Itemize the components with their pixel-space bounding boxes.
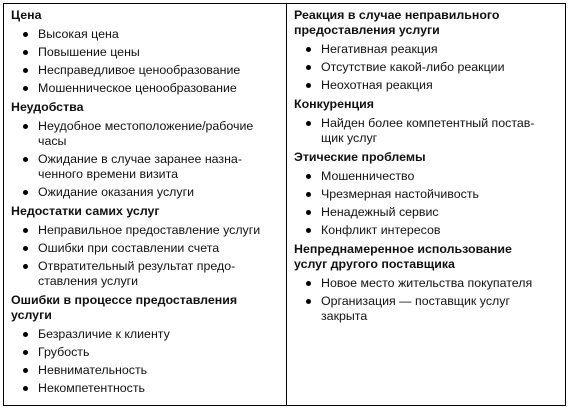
- item-list: [11, 223, 286, 289]
- list-item: [294, 294, 565, 324]
- list-item-text: Новое место жительства покупателя: [321, 276, 533, 290]
- list-item-text: Мошенническое ценообразование: [38, 81, 237, 95]
- section-unintended-switch: [294, 242, 565, 324]
- list-item: [294, 42, 565, 57]
- bullet-icon: [306, 281, 311, 286]
- bullet-icon: [306, 228, 311, 233]
- bullet-icon: [23, 264, 28, 269]
- list-item-text: Найден более компетентный постав- щик услуг: [321, 116, 535, 145]
- list-item: [11, 45, 286, 60]
- item-list: [11, 119, 286, 200]
- list-item-text: Несправедливое ценообразование: [38, 63, 241, 77]
- list-item: [11, 345, 286, 360]
- section-title: Реакция в случае неправильного предоставления услуги: [294, 8, 500, 37]
- list-item: [11, 27, 286, 42]
- section-inconvenience: [11, 100, 286, 200]
- bullet-icon: [306, 210, 311, 215]
- list-item: [11, 223, 286, 238]
- section-title: Недостатки самих услуг: [11, 204, 160, 218]
- bullet-icon: [306, 174, 311, 179]
- bullet-icon: [23, 86, 28, 91]
- list-item-text: Отвратительный результат предо- ставления услуги: [38, 259, 236, 288]
- list-item-text: Организация — поставщик услуг закрыта: [321, 294, 510, 323]
- item-list: [294, 116, 565, 146]
- list-item-text: Ошибки при составлении счета: [38, 241, 220, 255]
- bullet-icon: [23, 246, 28, 251]
- bullet-icon: [23, 50, 28, 55]
- list-item-text: Грубость: [38, 345, 90, 359]
- right-column: [287, 4, 565, 405]
- list-item: [11, 363, 286, 378]
- bullet-icon: [306, 47, 311, 52]
- list-item: [294, 78, 565, 93]
- list-item: [11, 152, 286, 182]
- section-title: Неудобства: [11, 100, 84, 114]
- item-list: [11, 327, 286, 396]
- list-item: [294, 205, 565, 220]
- list-item-text: Ожидание в случае заранее назна- ченного времени визита: [38, 152, 242, 181]
- list-item-text: Чрезмерная настойчивость: [321, 187, 479, 201]
- section-title: Непреднамеренное использование услуг другого поставщика: [294, 242, 512, 271]
- list-item-text: Отсутствие какой-либо реакции: [321, 60, 505, 74]
- list-item: [294, 276, 565, 291]
- section-reaction: [294, 8, 565, 93]
- bullet-icon: [23, 386, 28, 391]
- bullet-icon: [23, 190, 28, 195]
- list-item: [294, 169, 565, 184]
- section-title: Этические проблемы: [294, 150, 426, 164]
- list-item: [11, 381, 286, 396]
- bullet-icon: [23, 68, 28, 73]
- list-item-text: Конфликт интересов: [321, 223, 441, 237]
- bullet-icon: [23, 350, 28, 355]
- list-item: [11, 119, 286, 149]
- list-item-text: Неохотная реакция: [321, 78, 433, 92]
- list-item: [294, 223, 565, 238]
- bullet-icon: [23, 124, 28, 129]
- bullet-icon: [23, 228, 28, 233]
- list-item-text: Мошенничество: [321, 169, 415, 183]
- list-item-text: Высокая цена: [38, 27, 119, 41]
- reasons-table: [3, 3, 566, 406]
- list-item: [11, 63, 286, 78]
- list-item: [11, 327, 286, 342]
- section-competition: [294, 97, 565, 146]
- list-item-text: Безразличие к клиенту: [38, 327, 170, 341]
- bullet-icon: [306, 192, 311, 197]
- bullet-icon: [306, 121, 311, 126]
- bullet-icon: [23, 368, 28, 373]
- list-item: [11, 81, 286, 96]
- left-column: [4, 4, 287, 405]
- list-item: [11, 259, 286, 289]
- list-item-text: Ожидание оказания услуги: [38, 185, 195, 199]
- list-item-text: Повышение цены: [38, 45, 140, 59]
- section-service-flaws: [11, 204, 286, 289]
- list-item-text: Неудобное местоположение/рабочие часы: [38, 119, 254, 148]
- list-item-text: Ненадежный сервис: [321, 205, 439, 219]
- bullet-icon: [306, 83, 311, 88]
- item-list: [11, 27, 286, 96]
- list-item: [11, 185, 286, 200]
- item-list: [294, 42, 565, 93]
- list-item: [11, 241, 286, 256]
- bullet-icon: [23, 32, 28, 37]
- section-ethics: [294, 150, 565, 238]
- item-list: [294, 276, 565, 324]
- section-title: Цена: [11, 8, 42, 22]
- list-item: [294, 116, 565, 146]
- item-list: [294, 169, 565, 238]
- list-item-text: Негативная реакция: [321, 42, 438, 56]
- section-title: Конкуренция: [294, 97, 374, 111]
- section-price: [11, 8, 286, 96]
- list-item-text: Неправильное предоставление услуги: [38, 223, 261, 237]
- section-title: Ошибки в процессе предоставления услуги: [11, 293, 238, 322]
- section-process-errors: [11, 293, 286, 396]
- list-item: [294, 60, 565, 75]
- bullet-icon: [23, 157, 28, 162]
- bullet-icon: [306, 65, 311, 70]
- list-item: [294, 187, 565, 202]
- bullet-icon: [23, 332, 28, 337]
- bullet-icon: [306, 299, 311, 304]
- list-item-text: Невнимательность: [38, 363, 148, 377]
- list-item-text: Некомпетентность: [38, 381, 146, 395]
